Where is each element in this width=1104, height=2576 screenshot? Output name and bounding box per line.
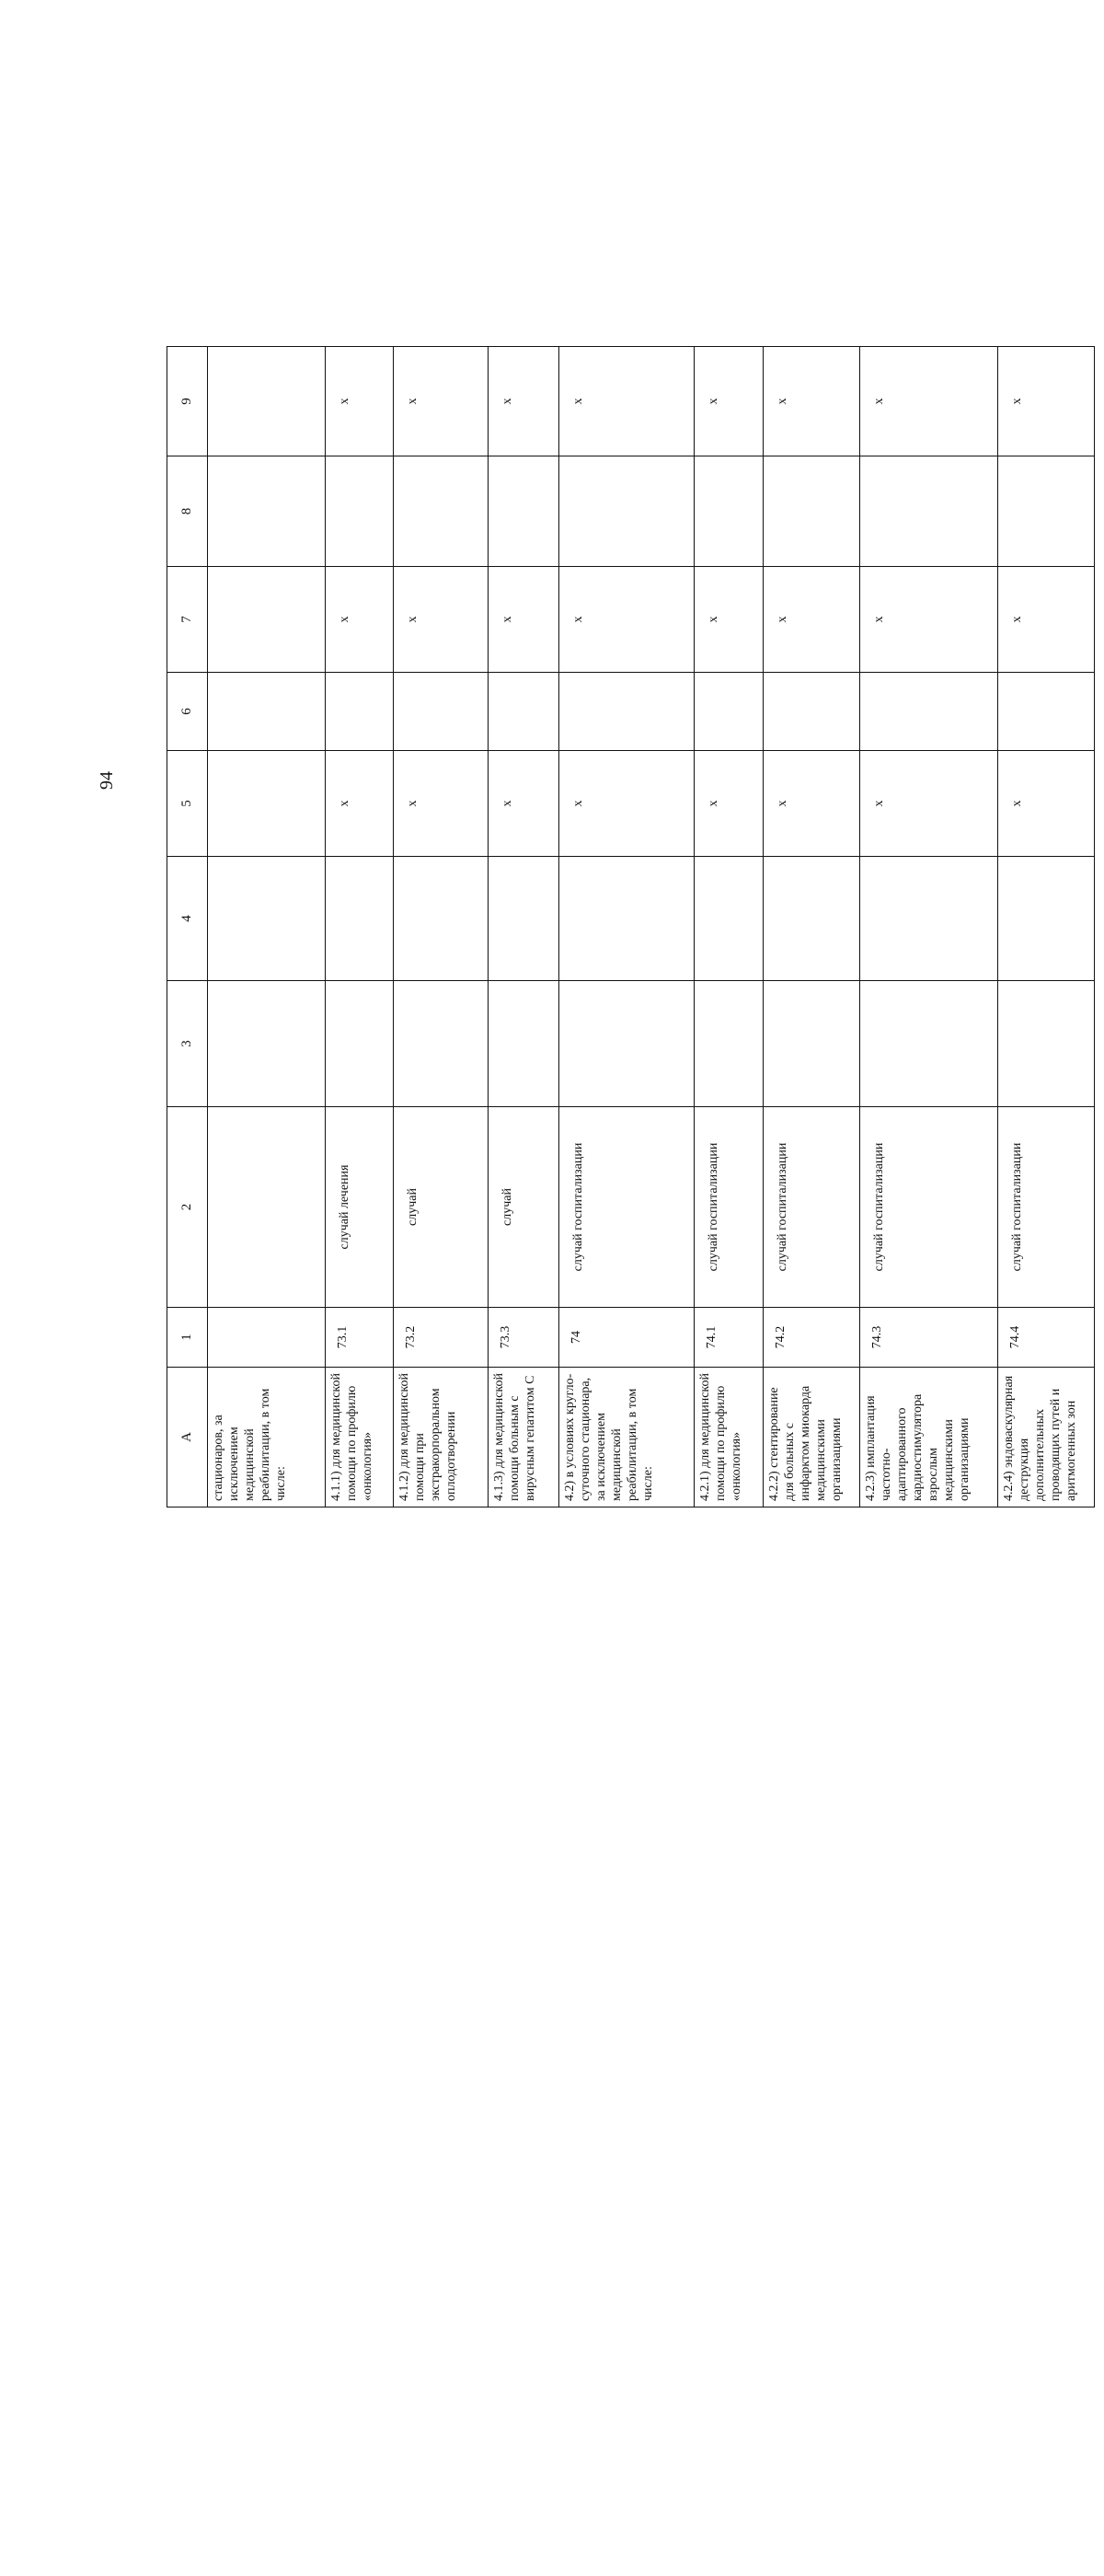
data-table [167,346,1095,1507]
row-label-cell: стационаров, за исключением медицинской реабилитации, в том числе: [208,1368,326,1507]
table-cell [695,981,763,1107]
row-label-cell: 4.2.1) для медицинской помощи по профилю «онкология» [695,1368,763,1507]
table-cell [763,456,859,567]
table-cell: случай лечения [326,1107,394,1308]
table-cell [326,673,394,751]
row-label-cell: 4.1.1) для медицинской помощи по профилю «онкология» [326,1368,394,1507]
table-cell: х [763,751,859,857]
table-cell: случай [489,1107,559,1308]
column-header: 5 [167,751,208,857]
table-row [394,347,489,1507]
table-cell [489,673,559,751]
row-label-cell: 4.1.2) для медицинской помощи при экстракорпоральном оплодотворении [394,1368,489,1507]
table-cell: х [997,751,1094,857]
table-cell: х [695,347,763,456]
table-cell [208,567,326,673]
table-cell [558,673,695,751]
page-number: 94 [97,771,117,790]
table-cell: 74.3 [859,1308,997,1368]
table-cell [394,673,489,751]
table-cell [859,456,997,567]
table-cell: х [997,567,1094,673]
table-cell [326,857,394,981]
row-label-cell: 4.2.2) стентирование для больных с инфарктом миокарда медицинскими организациями [763,1368,859,1507]
table-cell [695,857,763,981]
column-header: 6 [167,673,208,751]
rotated-table-wrapper [167,398,1095,2576]
column-header: 2 [167,1107,208,1308]
table-cell [326,456,394,567]
table-cell [859,857,997,981]
column-header: 7 [167,567,208,673]
row-label-cell: 4.2) в условиях кругло-суточного стационара, за исключением медицинской реабилитации, в том числе: [558,1368,695,1507]
row-label-cell: 4.2.3) имплантация частотно-адаптированного кардиостимулятора взрослым медицинскими организациями [859,1368,997,1507]
table-cell: х [859,567,997,673]
table-cell: 74.2 [763,1308,859,1368]
table-cell: х [695,751,763,857]
table-row [326,347,394,1507]
table-cell: случай госпитализации [997,1107,1094,1308]
table-cell: 73.3 [489,1308,559,1368]
table-cell [489,981,559,1107]
table-cell: случай госпитализации [558,1107,695,1308]
table-cell: х [489,347,559,456]
table-cell [997,456,1094,567]
table-cell [208,347,326,456]
table-cell: х [997,347,1094,456]
table-cell: случай госпитализации [763,1107,859,1308]
table-row [489,347,559,1507]
column-header: 8 [167,456,208,567]
table-cell [997,857,1094,981]
column-header: 4 [167,857,208,981]
table-cell: х [558,347,695,456]
table-cell [763,981,859,1107]
table-cell [695,456,763,567]
table-row [558,347,695,1507]
table-cell: х [695,567,763,673]
table-cell: х [394,751,489,857]
table-cell: х [558,567,695,673]
table-cell: 73.1 [326,1308,394,1368]
table-row [763,347,859,1507]
table-cell [208,673,326,751]
table-cell [208,456,326,567]
table-cell: х [763,347,859,456]
table-cell: х [859,751,997,857]
table-cell [558,857,695,981]
table-row [208,347,326,1507]
table-cell [394,456,489,567]
table-cell [489,456,559,567]
table-cell: случай госпитализации [859,1107,997,1308]
table-cell [997,673,1094,751]
table-row [997,347,1094,1507]
table-cell [558,456,695,567]
table-cell [394,857,489,981]
table-cell: случай госпитализации [695,1107,763,1308]
table-cell: 74 [558,1308,695,1368]
table-cell [326,981,394,1107]
table-cell [763,673,859,751]
table-cell: х [394,347,489,456]
table-cell: 73.2 [394,1308,489,1368]
row-label-cell: 4.2.4) эндоваскулярная деструкция дополнительных проводящих путей и аритмогенных зон [997,1368,1094,1507]
table-cell [558,981,695,1107]
column-header: 1 [167,1308,208,1368]
column-header: A [167,1368,208,1507]
table-cell [997,981,1094,1107]
table-cell: х [326,751,394,857]
table-cell [208,981,326,1107]
table-cell: х [326,347,394,456]
table-row [859,347,997,1507]
table-cell: х [489,567,559,673]
table-cell: случай [394,1107,489,1308]
table-cell [859,981,997,1107]
table-cell: х [489,751,559,857]
table-cell [489,857,559,981]
table-cell [208,751,326,857]
table-cell: х [558,751,695,857]
header-row [167,347,208,1507]
table-row [695,347,763,1507]
column-header: 3 [167,981,208,1107]
table-cell [208,857,326,981]
table-cell [695,673,763,751]
table-cell [394,981,489,1107]
table-cell: х [859,347,997,456]
table-cell: х [394,567,489,673]
table-cell [208,1107,326,1308]
table-cell: 74.4 [997,1308,1094,1368]
table-cell [859,673,997,751]
column-header: 9 [167,347,208,456]
table-cell: х [326,567,394,673]
table-cell: х [763,567,859,673]
row-label-cell: 4.1.3) для медицинской помощи больным с вирусным гепатитом С [489,1368,559,1507]
table-cell: 74.1 [695,1308,763,1368]
table-cell [208,1308,326,1368]
table-cell [763,857,859,981]
